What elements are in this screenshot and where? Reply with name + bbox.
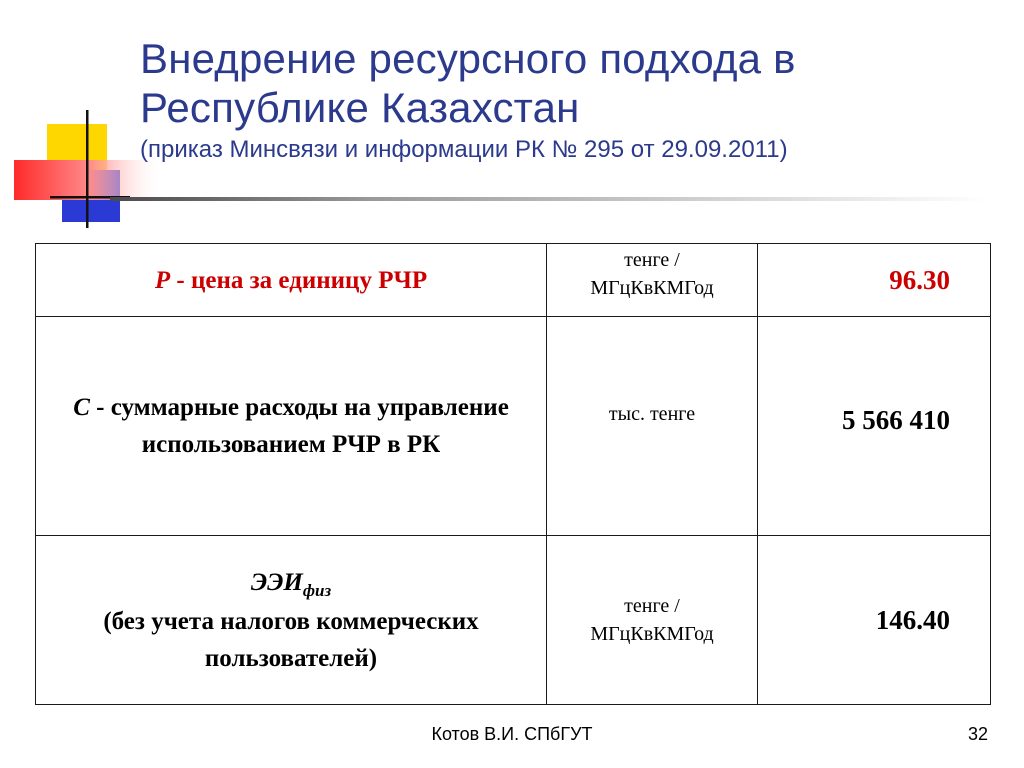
title-block bbox=[140, 34, 1000, 165]
value-cell bbox=[758, 244, 991, 317]
row-symbol-subscript: физ bbox=[302, 580, 332, 600]
vertical-line bbox=[86, 110, 89, 228]
footer-author: Котов В.И. СПбГУТ bbox=[431, 724, 593, 744]
row-label bbox=[36, 317, 547, 536]
row-symbol: ЭЭИ bbox=[250, 568, 303, 596]
row-description: - суммарные расходы на управление использованием РЧР в РК bbox=[89, 394, 509, 458]
row-value: 146.40 bbox=[875, 604, 950, 635]
row-value: 5 566 410 bbox=[842, 404, 950, 435]
unit-line-1: тенге / bbox=[624, 595, 680, 617]
unit-cell bbox=[547, 317, 758, 536]
table-row-expenses bbox=[36, 317, 991, 536]
row-value: 96.30 bbox=[889, 264, 950, 295]
row-symbol: Р bbox=[154, 266, 171, 294]
row-symbol: С bbox=[73, 394, 90, 421]
unit-line-1: тенге / bbox=[624, 249, 680, 271]
page-number: 32 bbox=[967, 724, 988, 744]
unit-line-2: МГцКвКМГод bbox=[590, 277, 714, 299]
unit-line-2: МГцКвКМГод bbox=[590, 623, 714, 645]
value-cell bbox=[758, 536, 991, 705]
table-row-eei bbox=[36, 536, 991, 705]
slide-subtitle: (приказ Минсвязи и информации РК № 295 от 29.09.2011) bbox=[140, 136, 788, 163]
slide-title: Внедрение ресурсного подхода в Республике Казахстан bbox=[140, 35, 796, 131]
data-table bbox=[35, 243, 991, 705]
unit-cell bbox=[547, 536, 758, 705]
unit-cell bbox=[547, 244, 758, 317]
row-label bbox=[36, 536, 547, 705]
row-label bbox=[36, 244, 547, 317]
red-gradient-bar bbox=[14, 160, 164, 200]
value-cell bbox=[758, 317, 991, 536]
row-description: (без учета налогов коммерческих пользователей) bbox=[103, 607, 479, 672]
table-row-price bbox=[36, 244, 991, 317]
row-description: - цена за единицу РЧР bbox=[170, 266, 428, 294]
title-underline bbox=[110, 197, 990, 203]
unit-text: тыс. тенге bbox=[608, 403, 696, 425]
